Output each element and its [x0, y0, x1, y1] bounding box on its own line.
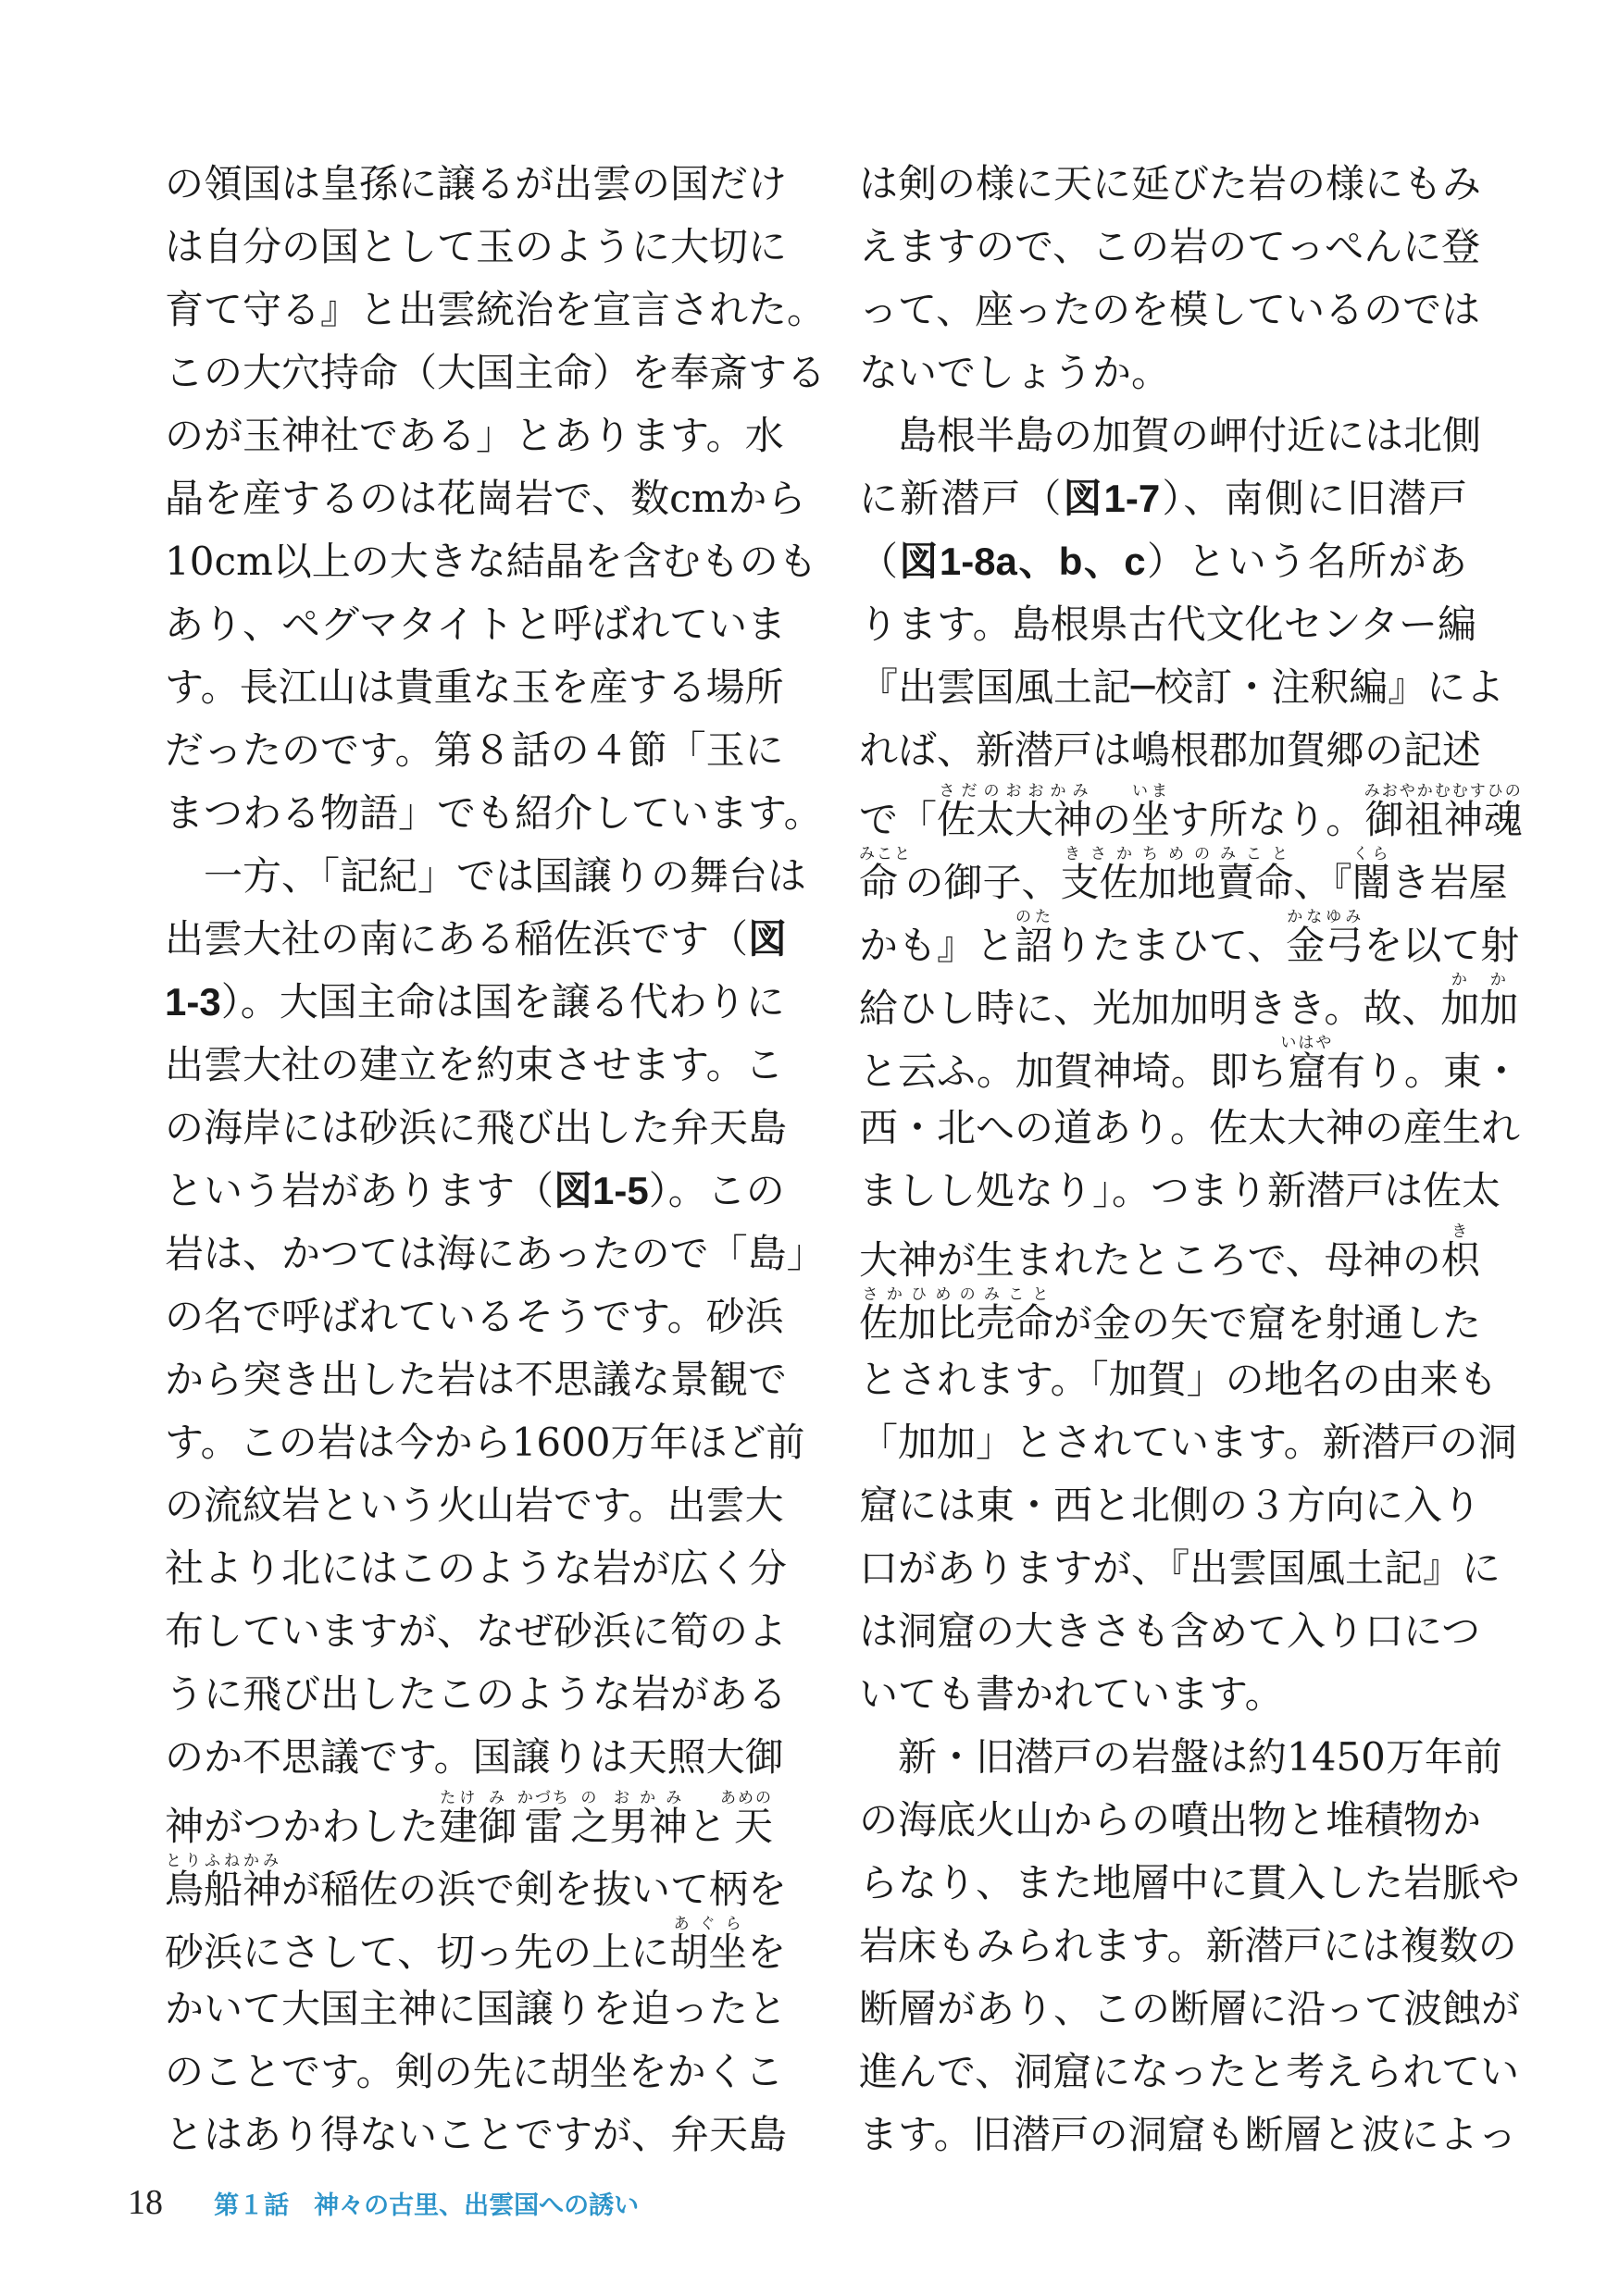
text-line: [859, 2104, 1517, 2166]
text-run: えますので、この岩のてっぺんに登: [859, 224, 1481, 269]
text-line: [859, 1978, 1521, 2041]
text-line: [859, 1222, 1480, 1285]
text-line: [165, 908, 788, 971]
figure-reference: 図1-8a、b、c: [899, 540, 1146, 583]
ruby-base: 建: [439, 1804, 479, 1849]
text-line: [165, 1978, 788, 2041]
ruby-annotated-word: [1286, 908, 1364, 968]
text-line: [859, 1034, 1521, 1097]
text-run: 砂浜にさして、切っ先の上に: [165, 1930, 670, 1975]
figure-reference: 図1-5: [554, 1169, 649, 1212]
text-line: [165, 467, 806, 530]
text-line: [859, 1097, 1521, 1160]
text-run: とはあり得ないことですが、弁天島: [165, 2112, 788, 2157]
text-run: 島根半島の加賀の岬付近には北側: [859, 413, 1482, 458]
page-footer: [128, 2179, 639, 2226]
ruby-base: 胡坐: [669, 1930, 748, 1975]
text-run: の流紋岩という火山岩です。出雲大: [165, 1483, 784, 1528]
furigana: かか: [1440, 971, 1519, 989]
text-run: ましし処なり」。つまり新潜戸は佐太: [859, 1168, 1501, 1213]
text-line: [859, 2041, 1520, 2104]
text-line: [165, 656, 784, 719]
text-line: [859, 1789, 1482, 1852]
text-run: 大神が生まれたところで、母神の: [859, 1237, 1441, 1283]
text-run: かいて大国主神に国譲りを迫ったと: [165, 1986, 788, 2031]
ruby-base: 枳: [1440, 1237, 1480, 1283]
text-run: と云ふ。加賀神埼。即ち: [859, 1049, 1288, 1094]
text-run: 「加加」とされています。新潜戸の洞: [859, 1420, 1517, 1465]
text-run: あり、ペグマタイトと呼ばれていま: [165, 602, 787, 647]
furigana: かづち: [517, 1789, 570, 1807]
ruby-annotated-word: [1440, 1222, 1480, 1283]
furigana: あめの: [719, 1789, 773, 1807]
furigana: みこと: [859, 845, 912, 863]
ruby-annotated-word: [859, 1285, 1054, 1346]
furigana: さだのおおかみ: [937, 782, 1093, 800]
text-line: [165, 1915, 787, 1978]
ruby-annotated-word: [1131, 782, 1171, 842]
text-line: [165, 216, 788, 279]
right-text-column: [859, 153, 1523, 2166]
ruby-annotated-word: [1060, 845, 1294, 905]
text-run: だったのです。第８話の４節「玉に: [165, 727, 784, 773]
text-line: [165, 782, 823, 845]
text-line: [859, 341, 1467, 404]
text-run: （: [859, 539, 900, 584]
ruby-base: 男神: [609, 1804, 689, 1849]
text-line: [859, 1915, 1517, 1978]
text-run: 一方、「記紀」では国譲りの舞台は: [165, 853, 807, 899]
text-run: って、座ったのを模しているのでは: [859, 287, 1481, 332]
text-line: [165, 1726, 784, 1789]
ruby-annotated-word: [1364, 782, 1523, 842]
text-line: [165, 530, 817, 593]
text-run: この大穴持命（大国主命）を奉斎する: [165, 350, 827, 395]
ruby-base: 命: [859, 860, 912, 905]
text-line: [165, 1285, 784, 1348]
text-run: から突き出した岩は不思議な景観で: [165, 1357, 788, 1402]
ruby-annotated-word: [719, 1789, 773, 1849]
text-line: [859, 1537, 1501, 1600]
text-run: で「: [859, 797, 938, 842]
text-line: [859, 908, 1520, 971]
text-run: が稲佐の浜で剣を抜いて柄を: [281, 1867, 788, 1912]
text-line: [165, 1600, 788, 1663]
figure-reference: 1-3: [165, 980, 221, 1024]
ruby-annotated-word: [1351, 845, 1391, 905]
text-line: [165, 2041, 784, 2104]
text-line: [859, 719, 1482, 782]
furigana: きさかちめのみこと: [1060, 845, 1294, 863]
furigana: くら: [1351, 845, 1391, 863]
text-run: 西・北への道あり。佐太大神の産生れ: [859, 1105, 1521, 1150]
text-run: す。長江山は貴重な玉を産する場所: [165, 664, 784, 710]
text-line: [165, 2104, 788, 2166]
ruby-base: 佐加比売命: [859, 1300, 1054, 1346]
text-run: は剣の様に天に延びた岩の様にもみ: [859, 161, 1482, 206]
text-line: [859, 971, 1519, 1034]
text-run: りたまひて、: [1053, 923, 1287, 968]
text-line: [859, 1411, 1517, 1474]
text-run: 窟には東・西と北側の３方向に入り: [859, 1483, 1482, 1528]
text-run: 10cm以上の大きな結晶を含むものも: [165, 539, 817, 584]
ruby-annotated-word: [609, 1789, 689, 1849]
text-line: [165, 404, 784, 467]
text-run: が金の矢で窟を射通した: [1053, 1300, 1482, 1346]
ruby-annotated-word: [517, 1789, 570, 1849]
ruby-annotated-word: [1280, 1034, 1334, 1094]
text-run: 新・旧潜戸の岩盤は約1450万年前: [859, 1734, 1502, 1780]
text-run: 『出雲国風土記─校訂・注釈編』によ: [859, 664, 1505, 710]
text-line: [859, 1285, 1482, 1348]
ruby-annotated-word: [569, 1789, 610, 1849]
furigana: たけ: [439, 1789, 479, 1807]
text-line: [165, 719, 784, 782]
text-line: [859, 404, 1482, 467]
text-line: [859, 1726, 1502, 1789]
text-run: とされます。「加賀」の地名の由来も: [859, 1357, 1498, 1402]
ruby-base: 御: [478, 1804, 517, 1849]
text-line: [859, 845, 1508, 908]
text-run: は自分の国として玉のように大切に: [165, 224, 788, 269]
text-run: を: [747, 1930, 787, 1975]
text-line: [859, 530, 1467, 593]
text-run: ないでしょうか。: [859, 350, 1171, 395]
text-run: 晶を産するのは花崗岩で、数cmから: [165, 476, 806, 521]
text-run: いても書かれています。: [859, 1671, 1284, 1717]
left-text-column: [165, 153, 827, 2166]
furigana: いま: [1131, 782, 1171, 800]
text-run: ）、南側に旧潜戸: [1160, 476, 1467, 521]
text-run: の名で呼ばれているそうです。砂浜: [165, 1294, 784, 1339]
furigana: き: [1440, 1222, 1480, 1241]
text-line: [165, 1348, 788, 1411]
ruby-base: 詔: [1015, 923, 1054, 968]
ruby-annotated-word: [859, 845, 912, 905]
text-line: [165, 1222, 826, 1285]
furigana: みおやかむむすひの: [1364, 782, 1523, 800]
chapter-title: 第１話 神々の古里、出雲国への誘い: [214, 2191, 640, 2219]
text-run: 岩床もみられます。新潜戸には複数の: [859, 1923, 1517, 1968]
text-run: 布していますが、なぜ砂浜に筍のよ: [165, 1608, 788, 1654]
furigana: のた: [1015, 908, 1054, 926]
ruby-base: 加加: [1440, 986, 1519, 1031]
text-run: 給ひし時に、光加加明きき。故、: [859, 986, 1441, 1031]
text-run: のことです。剣の先に胡坐をかくこ: [165, 2049, 784, 2094]
furigana: の: [569, 1789, 609, 1807]
text-run: 有り。東・: [1326, 1049, 1521, 1094]
text-run: の海岸には砂浜に飛び出した弁天島: [165, 1105, 788, 1150]
text-line: [859, 656, 1505, 719]
text-line: [859, 1663, 1467, 1726]
text-run: という岩があります（: [165, 1168, 554, 1213]
ruby-annotated-word: [165, 1852, 282, 1912]
text-line: [165, 279, 827, 341]
text-run: を以て射: [1364, 923, 1520, 968]
text-line: [165, 1537, 788, 1600]
text-line: [165, 1097, 788, 1160]
text-run: す。この岩は今から1600万年ほど前: [165, 1420, 805, 1465]
text-line: [165, 1474, 784, 1537]
text-run: かも』と: [859, 923, 1015, 968]
ruby-annotated-word: [439, 1789, 479, 1849]
text-run: の海底火山からの噴出物と堆積物か: [859, 1797, 1482, 1843]
text-run: は洞窟の大きさも含めて入り口につ: [859, 1608, 1481, 1654]
text-run: ります。島根県古代文化センター編: [859, 602, 1476, 647]
text-run: らなり、また地層中に貫入した岩脈や: [859, 1860, 1521, 1905]
text-line: [859, 467, 1467, 530]
text-run: ます。旧潜戸の洞窟も断層と波によっ: [859, 2112, 1517, 2157]
furigana: あぐら: [669, 1915, 748, 1933]
ruby-base: 佐太大神: [937, 797, 1093, 842]
text-line: [859, 593, 1476, 656]
furigana: いはや: [1280, 1034, 1334, 1052]
text-run: 育て守る』と出雲統治を宣言された。: [165, 287, 827, 332]
ruby-annotated-word: [1440, 971, 1519, 1031]
text-line: [859, 1600, 1481, 1663]
text-line: [859, 1852, 1521, 1915]
text-run: の領国は皇孫に譲るが出雲の国だけ: [165, 161, 788, 206]
text-line: [859, 216, 1481, 279]
page-number: 18: [128, 2183, 163, 2222]
ruby-annotated-word: [478, 1789, 517, 1849]
text-run: まつわる物語」でも紹介しています。: [165, 790, 823, 836]
text-run: に新潜戸（: [859, 476, 1064, 521]
text-run: ）。大国主命は国を譲る代わりに: [220, 979, 785, 1024]
text-run: ）という名所があ: [1145, 539, 1467, 584]
furigana: おかみ: [609, 1789, 688, 1807]
text-run: と: [688, 1804, 728, 1849]
ruby-base: 御祖神魂: [1364, 797, 1523, 842]
text-run: 出雲大社の南にある稲佐浜です（: [165, 916, 749, 962]
ruby-annotated-word: [669, 1915, 748, 1975]
ruby-annotated-word: [1015, 908, 1054, 968]
figure-reference: 図1-7: [1063, 477, 1161, 520]
ruby-base: 雷: [517, 1804, 570, 1849]
text-run: 社より北にはこのような岩が広く分: [165, 1545, 788, 1591]
text-run: のか不思議です。国譲りは天照大御: [165, 1734, 784, 1780]
text-run: 進んで、洞窟になったと考えられてい: [859, 2049, 1520, 2094]
furigana: とりふねかみ: [165, 1852, 282, 1870]
text-line: [165, 1034, 784, 1097]
ruby-base: 窟: [1280, 1049, 1334, 1094]
text-line: [165, 593, 787, 656]
text-run: の: [1092, 797, 1132, 842]
text-run: れば、新潜戸は嶋根郡加賀郷の記述: [859, 727, 1482, 773]
text-run: す所なり。: [1170, 797, 1365, 842]
text-line: [165, 1852, 788, 1915]
text-run: ）。この: [648, 1168, 785, 1213]
text-run: 出雲大社の建立を約束させます。こ: [165, 1042, 784, 1087]
ruby-base: 支佐加地賣命: [1060, 860, 1294, 905]
ruby-base: 鳥船神: [165, 1867, 282, 1912]
ruby-base: 闇: [1351, 860, 1391, 905]
text-line: [859, 782, 1523, 845]
text-line: [165, 341, 827, 404]
text-run: 神がつかわした: [165, 1804, 440, 1849]
text-line: [165, 1789, 773, 1852]
figure-reference: 図: [748, 917, 788, 961]
ruby-annotated-word: [937, 782, 1093, 842]
text-run: 断層があり、この断層に沿って波蝕が: [859, 1986, 1521, 2031]
text-run: き岩屋: [1390, 860, 1508, 905]
text-line: [859, 1474, 1482, 1537]
text-line: [859, 279, 1481, 341]
furigana: かなゆみ: [1286, 908, 1364, 926]
text-line: [859, 1348, 1498, 1411]
text-line: [859, 1160, 1501, 1222]
ruby-base: 坐: [1131, 797, 1171, 842]
furigana: さかひめのみこと: [859, 1285, 1054, 1304]
text-line: [165, 1411, 805, 1474]
text-run: 岩は、かつては海にあったので「島」: [165, 1231, 826, 1276]
text-run: の御子、: [904, 860, 1061, 905]
text-line: [165, 1160, 785, 1222]
text-line: [165, 1663, 788, 1726]
text-run: 口がありますが、『出雲国風土記』に: [859, 1545, 1501, 1591]
ruby-base: 天: [719, 1804, 773, 1849]
text-line: [859, 153, 1482, 216]
text-run: 、『: [1293, 860, 1352, 905]
ruby-base: 金弓: [1286, 923, 1364, 968]
text-run: うに飛び出したこのような岩がある: [165, 1671, 788, 1717]
text-line: [165, 153, 788, 216]
text-line: [165, 845, 807, 908]
text-run: のが玉神社である」とあります。水: [165, 413, 784, 458]
furigana: み: [478, 1789, 517, 1807]
text-line: [165, 971, 785, 1034]
ruby-base: 之: [569, 1804, 610, 1849]
